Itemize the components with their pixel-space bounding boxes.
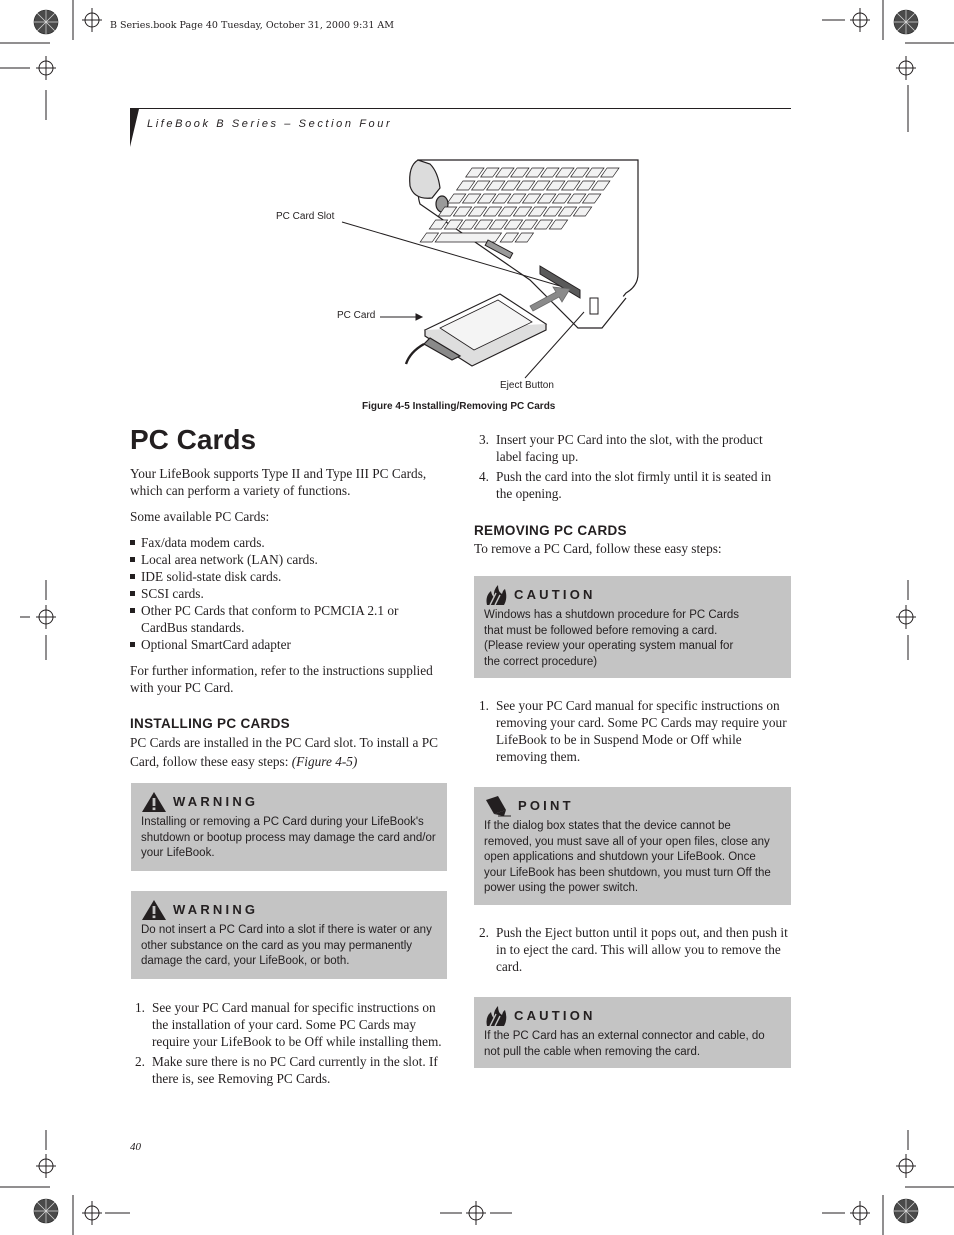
step-text: Make sure there is no PC Card currently in the slot. If there is, see Removing PC Cards. xyxy=(152,1054,438,1086)
list-item xyxy=(474,431,790,465)
figure-caption: Figure 4-5 Installing/Removing PC Cards xyxy=(362,401,556,412)
list-item: Fax/data modem cards. xyxy=(130,534,446,551)
list-item xyxy=(474,924,790,975)
installing-paragraph xyxy=(130,733,446,771)
page-title: PC Cards xyxy=(130,424,257,455)
caution-label: CAUTION xyxy=(514,587,596,603)
caution-text: If the PC Card has an external connector and cable, do not pull the cable when removing the card. xyxy=(484,1030,765,1058)
step-number: 3. xyxy=(479,432,489,447)
warning-box-2 xyxy=(131,891,447,979)
point-text: If the dialog box states that the device cannot be removed, you must save all of your open files, close any open applications and shutdown your LifeBook. Once your LifeBook has been shutdown, you must turn Off the power using the power switch. xyxy=(484,820,771,895)
warning-icon xyxy=(141,899,167,921)
header-tab-mark xyxy=(130,109,139,147)
header-rule xyxy=(130,108,791,109)
step-number: 4. xyxy=(479,469,489,484)
job-line: B Series.book Page 40 Tuesday, October 31, 2000 9:31 AM xyxy=(110,20,395,31)
install-steps xyxy=(130,999,446,1090)
list-item xyxy=(130,999,446,1050)
installing-section xyxy=(130,715,446,780)
warning-text: Do not insert a PC Card into a slot if there is water or any other substance on the card as you may permanently damage the card, your LifeBook, or both. xyxy=(141,924,432,968)
step-text: Push the card into the slot firmly until it is seated in the opening. xyxy=(496,469,772,501)
caution-icon xyxy=(484,1005,508,1027)
installing-heading: INSTALLING PC CARDS xyxy=(130,716,290,731)
removing-heading: REMOVING PC CARDS xyxy=(474,523,627,538)
list-item xyxy=(474,697,790,765)
step-text: See your PC Card manual for specific instructions on removing your card. Some PC Cards may require your LifeBook to be in Suspend Mode or Off while removing them. xyxy=(496,698,787,764)
further-info-paragraph: For further information, refer to the instructions supplied with your PC Card. xyxy=(130,663,433,695)
card-types-list xyxy=(130,534,446,653)
callout-pc-card: PC Card xyxy=(337,310,376,321)
warning-icon xyxy=(141,791,167,813)
point-label: POINT xyxy=(518,798,574,814)
step-text: Insert your PC Card into the slot, with the product label facing up. xyxy=(496,432,763,464)
step-number: 2. xyxy=(479,925,489,940)
caution-text xyxy=(484,608,781,670)
remove-step-2 xyxy=(474,924,790,978)
callout-pc-card-slot: PC Card Slot xyxy=(276,211,335,222)
list-item: Optional SmartCard adapter xyxy=(130,636,446,653)
caution-icon xyxy=(484,584,508,606)
caution-line: the correct procedure) xyxy=(484,655,598,668)
step-text: See your PC Card manual for specific instructions on the installation of your card. Some PC Cards may require your LifeBook to be Off while installing them. xyxy=(152,1000,442,1049)
list-item: Other PC Cards that conform to PCMCIA 2.1 or CardBus standards. xyxy=(130,602,446,636)
point-box xyxy=(474,787,791,905)
warning-box-1 xyxy=(131,783,447,871)
list-item: IDE solid-state disk cards. xyxy=(130,568,446,585)
remove-step-1 xyxy=(474,697,790,768)
remove-steps-list xyxy=(474,697,790,765)
available-label: Some available PC Cards: xyxy=(130,509,270,524)
install-steps-list xyxy=(130,999,446,1087)
list-item xyxy=(474,468,790,502)
caution-line: Windows has a shutdown procedure for PC Cards xyxy=(484,609,740,621)
figure-reference: (Figure 4-5) xyxy=(291,754,358,769)
remove-steps-list-continued xyxy=(474,924,790,975)
install-steps-continued xyxy=(474,431,790,502)
page-number: 40 xyxy=(130,1141,141,1153)
step-number: 1. xyxy=(135,1000,145,1015)
list-item: Local area network (LAN) cards. xyxy=(130,551,446,568)
callout-leaders xyxy=(330,210,600,385)
caution-line: that must be followed before removing a card. xyxy=(484,624,718,637)
warning-label: WARNING xyxy=(173,794,259,810)
list-item xyxy=(130,1053,446,1087)
callout-eject-button: Eject Button xyxy=(500,380,554,391)
list-item: SCSI cards. xyxy=(130,585,446,602)
caution-label: CAUTION xyxy=(514,1008,596,1024)
step-text: Push the Eject button until it pops out, and then push it in to eject the card. This will allow you to remove the card. xyxy=(496,925,788,974)
installing-text: PC Cards are installed in the PC Card slot. To install a PC Card, follow these easy steps: xyxy=(130,735,438,769)
removing-paragraph: To remove a PC Card, follow these easy steps: xyxy=(474,541,722,556)
warning-label: WARNING xyxy=(173,902,259,918)
right-column-top xyxy=(474,431,790,505)
intro-paragraph: Your LifeBook supports Type II and Type III PC Cards, which can perform a variety of functions. xyxy=(130,466,427,498)
pencil-icon xyxy=(484,794,512,818)
step-number: 1. xyxy=(479,698,489,713)
caution-box-2 xyxy=(474,997,791,1068)
caution-line: (Please review your operating system manual for xyxy=(484,640,734,653)
step-number: 2. xyxy=(135,1054,145,1069)
removing-section xyxy=(474,522,790,566)
caution-box-1 xyxy=(474,576,791,678)
left-column xyxy=(130,465,446,705)
warning-text: Installing or removing a PC Card during your LifeBook's shutdown or bootup process may damage the card and/or your LifeBook. xyxy=(141,816,436,860)
running-title: LifeBook B Series – Section Four xyxy=(147,118,393,130)
